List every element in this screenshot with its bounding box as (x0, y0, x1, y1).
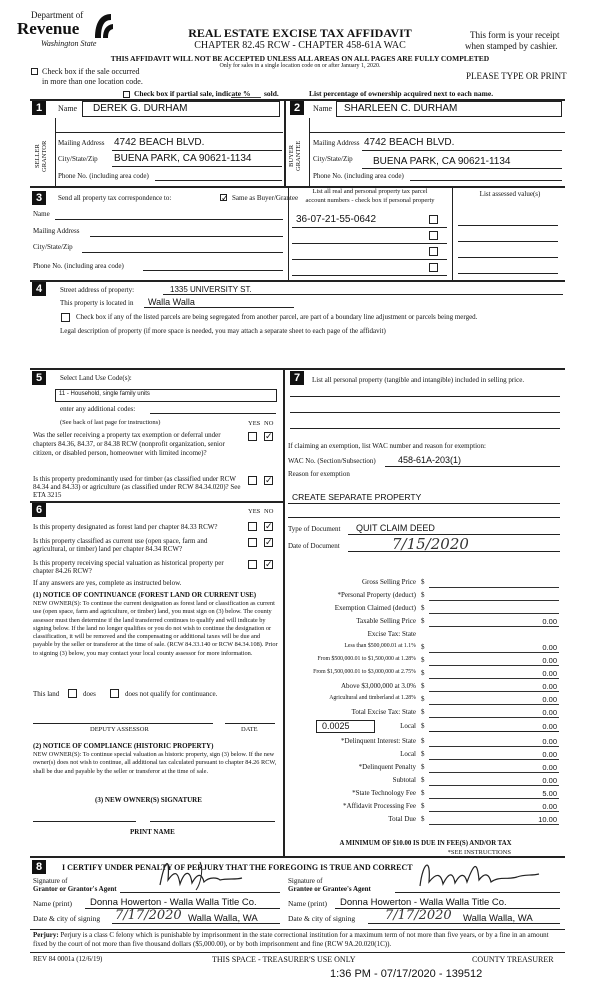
sec6-yes-header: YES (248, 508, 261, 515)
rule (429, 824, 559, 825)
sec5-q2-yes[interactable] (248, 476, 257, 485)
legal-label: Legal description of property (if more space is needed, you may attach a separate sheet to each page of the affidavit) (60, 327, 386, 335)
rule (288, 503, 560, 504)
notice2-body: NEW OWNER(S): To continue special valuation as historic property, sign (3) below. If the new owner(s) does not wish to continue, all additional tax calculated pursuant to chapter 84.26 RCW, shall be due and payable by the seller or transferor at the time of sale. (33, 751, 277, 775)
tax-row-label: Excise Tax: State (367, 630, 416, 638)
grantee-date-field[interactable]: 7/17/2020 (385, 908, 452, 923)
tax-row-label: Subtotal (392, 776, 416, 784)
parcel-4-personal-checkbox[interactable] (429, 263, 438, 272)
grantor-signature[interactable] (140, 850, 280, 895)
form-only-for: Only for sales in a single location code on or after January 1, 2020. (219, 63, 381, 69)
sec6-q2-yes[interactable] (248, 538, 257, 547)
rule (429, 704, 559, 705)
rule (225, 723, 275, 724)
tax-row (288, 680, 563, 692)
land-does-not-checkbox[interactable] (110, 689, 119, 698)
rule (283, 368, 285, 856)
buyer-city-label: City/State/Zip (313, 155, 353, 163)
tax-row (288, 654, 563, 666)
notice1-title: (1) NOTICE OF CONTINUANCE (FOREST LAND OR CURRENT USE) (33, 591, 257, 599)
treasurer-stamp: 1:36 PM - 07/17/2020 - 139512 (330, 968, 483, 980)
tax-row-sym: $ (421, 737, 425, 745)
partial-sale-label: Check box if partial sale, indicate % (134, 89, 251, 98)
wac-field[interactable]: 458-61A-203(1) (398, 455, 462, 465)
rule (288, 517, 560, 518)
rule (429, 759, 559, 760)
seller-mail-field[interactable]: 4742 BEACH BLVD. (114, 137, 205, 148)
section-7-number: 7 (290, 371, 304, 385)
land-use-select[interactable] (55, 389, 277, 402)
sec5-no-header: NO (264, 420, 274, 427)
grantee-sig-label-2: Grantee or Grantee's Agent (288, 885, 371, 893)
tax-row-label: Total Excise Tax: State (351, 708, 416, 716)
doc-type-field[interactable]: QUIT CLAIM DEED (356, 523, 435, 533)
corr-name-label: Name (33, 210, 50, 218)
tax-row-value[interactable]: 0.00 (542, 802, 557, 811)
section-8-number: 8 (32, 860, 46, 874)
corr-mail-label: Mailing Address (33, 227, 80, 235)
rule (82, 252, 283, 253)
county-treasurer: COUNTY TREASURER (472, 955, 554, 964)
multi-location-checkbox[interactable] (31, 68, 38, 75)
rule (429, 665, 559, 666)
seller-city-label: City/State/Zip (58, 155, 98, 163)
tax-row-value[interactable]: 0.00 (542, 669, 557, 678)
send-correspondence-label: Send all property tax correspondence to: (58, 194, 172, 202)
tax-row-sym: $ (421, 776, 425, 784)
corr-phone-label: Phone No. (including area code) (33, 262, 124, 270)
rule (290, 412, 560, 413)
parcel-header-2: account numbers - check box if personal property (305, 197, 435, 204)
sec5-q2-no[interactable]: ✓ (265, 476, 273, 486)
sec6-q2: Is this property classified as current use (open space, farm and agricultural, or timber) land per chapter 84.34 RCW? (33, 537, 208, 553)
parcel-number-1[interactable]: 36-07-21-55-0642 (296, 214, 377, 225)
section-1-number: 1 (32, 101, 46, 115)
buyer-phone-label: Phone No. (including area code) (313, 172, 404, 180)
seller-side-label: SELLER GRANTOR (34, 140, 48, 172)
same-as-buyer-label: Same as Buyer/Grantee (232, 194, 299, 202)
tax-row-value[interactable]: 0.00 (542, 643, 557, 652)
tax-row-sym: $ (421, 669, 425, 677)
rule (429, 587, 559, 588)
tax-row-sym: $ (421, 815, 425, 823)
multi-location-label-2: in more than one location code. (42, 77, 143, 86)
partial-sale-sold: sold. (264, 89, 279, 98)
sec6-q3-yes[interactable] (248, 560, 257, 569)
tax-row-label: From $500,000.01 to $1,500,000 at 1.28% (317, 656, 416, 662)
form-revision: REV 84 0001a (12/6/19) (33, 955, 103, 963)
rule (429, 613, 559, 614)
grantor-name-field[interactable]: Donna Howerton - Walla Walla Title Co. (90, 897, 257, 908)
rule (429, 811, 559, 812)
tax-row (288, 813, 563, 825)
tax-row-value[interactable]: 0.00 (542, 750, 557, 759)
tax-row-label: Taxable Selling Price (356, 617, 416, 625)
sec6-q2-no[interactable]: ✓ (265, 538, 273, 548)
tax-row-label: Gross Selling Price (361, 578, 416, 586)
rule (362, 168, 562, 169)
tax-row-value[interactable]: 10.00 (538, 815, 557, 824)
tax-row (288, 628, 563, 640)
tax-row-sym: $ (421, 695, 425, 703)
local-tax-label: Local (400, 722, 416, 730)
street-label: Street address of property: (60, 286, 135, 294)
rule (362, 150, 562, 151)
rule (150, 821, 275, 822)
rule (30, 952, 565, 953)
tax-row-value[interactable]: 0.00 (542, 708, 557, 717)
tax-row-sym: $ (421, 682, 425, 690)
tax-row (288, 641, 563, 653)
sec6-any-yes: If any answers are yes, complete as instructed below. (33, 579, 182, 587)
tax-row-label: Total Due (388, 815, 416, 823)
rule (429, 652, 559, 653)
rule (395, 892, 560, 893)
tax-row-value[interactable]: 0.00 (542, 776, 557, 785)
sec5-q2: Is this property predominantly used for timber (as classified under RCW 84.34 and 84.33) or agriculture (as classified under RCW 84.34.020)? See ETA 3215 (33, 475, 241, 499)
rule (429, 746, 559, 747)
notice1-body: NEW OWNER(S): To continue the current designation as forest land or classification as current use (open space, farm and agriculture, or timber) land, you must sign on (3) below. The county assessor must then determine if the land transferred continues to qualify and will indicate by signing below. If the land no longer qualifies or you do not wish to continue the designation or classification, it will be removed and the compensating or additional taxes will be due and payable by the seller or transferor at the time of sale. (RCW 84.33.140 or RCW 84.34.108). Prior to signing (3) below, you may contact your local county assessor for more information. (33, 600, 278, 657)
seller-phone-label: Phone No. (including area code) (58, 172, 149, 180)
form-chapter: CHAPTER 82.45 RCW - CHAPTER 458-61A WAC (194, 40, 406, 51)
seller-name-field[interactable]: DEREK G. DURHAM (93, 103, 188, 114)
seller-name-label: Name (58, 104, 78, 113)
rule (292, 275, 447, 276)
rule (112, 923, 280, 924)
tax-row-label: Agricultural and timberland at 1.28% (329, 695, 416, 701)
rule (33, 723, 213, 724)
corr-city-label: City/State/Zip (33, 243, 73, 251)
rule (429, 798, 559, 799)
sec6-q3-no[interactable]: ✓ (265, 560, 273, 570)
sec5-yes-header: YES (248, 420, 261, 427)
rule (55, 132, 283, 133)
this-land-label: This land (33, 690, 60, 698)
buyer-mail-label: Mailing Address (313, 139, 360, 147)
tax-row (288, 787, 563, 799)
rule (30, 280, 565, 282)
buyer-name-label: Name (313, 104, 333, 113)
rule (458, 241, 558, 242)
rule (290, 396, 560, 397)
rule (429, 772, 559, 773)
rule (284, 99, 286, 186)
rule (120, 892, 280, 893)
dor-logo (17, 10, 127, 54)
tax-row-sym: $ (421, 578, 425, 586)
sec6-q3: Is this property receiving special valuation as historical property per chapter 84.26 RCW? (33, 559, 224, 575)
parcel-1-personal-checkbox[interactable] (429, 215, 438, 224)
seller-city-field[interactable]: BUENA PARK, CA 90621-1134 (114, 153, 252, 164)
buyer-mail-field[interactable]: 4742 BEACH BLVD. (364, 137, 455, 148)
tax-row-label: Above $3,000,000 at 3.0% (340, 682, 416, 690)
rule (163, 294, 563, 295)
sec6-q1-no[interactable]: ✓ (265, 522, 273, 532)
seller-mail-label: Mailing Address (58, 139, 105, 147)
rule (112, 150, 282, 151)
tax-row (288, 693, 563, 705)
tax-row-value[interactable]: 0.00 (542, 737, 557, 746)
rule (429, 678, 559, 679)
same-as-buyer-checkbox[interactable]: ✓ (221, 194, 229, 204)
rule (292, 243, 447, 244)
partial-sale-checkbox[interactable] (123, 91, 130, 98)
rule (143, 270, 283, 271)
buyer-city-field[interactable]: BUENA PARK, CA 90621-1134 (373, 156, 511, 167)
tax-row-label: *State Technology Fee (352, 789, 416, 797)
tax-row (288, 800, 563, 812)
rule (290, 428, 560, 429)
section-6-number: 6 (32, 503, 46, 517)
tax-row-label: *Delinquent Interest: State (340, 737, 416, 745)
sec6-q1: Is this property designated as forest land per chapter 84.33 RCW? (33, 523, 218, 531)
rule (429, 717, 559, 718)
rule (348, 551, 560, 552)
tax-row-sym: $ (421, 643, 425, 651)
street-field[interactable]: 1335 UNIVERSITY ST. (170, 285, 252, 294)
grantor-sig-label-1: Signature of (33, 877, 68, 885)
rule (144, 307, 294, 308)
grantee-city-field[interactable]: Walla Walla, WA (463, 913, 533, 924)
tax-row-sym: $ (421, 656, 425, 664)
tax-row-value[interactable]: 0.00 (542, 763, 557, 772)
local-rate-box (316, 720, 375, 733)
section-2-number: 2 (290, 101, 304, 115)
grantor-date-label: Date & city of signing (33, 914, 101, 923)
rule (458, 257, 558, 258)
tax-row-sym: $ (421, 789, 425, 797)
rule (292, 259, 447, 260)
land-use-value: 11 - Household, single family units (59, 391, 150, 397)
partial-sale-percent-field[interactable] (231, 97, 261, 98)
located-field[interactable]: Walla Walla (148, 297, 195, 307)
rule (410, 180, 562, 181)
section-3-number: 3 (32, 191, 46, 205)
grantee-name-field[interactable]: Donna Howerton - Walla Walla Title Co. (340, 897, 507, 908)
sec6-q1-yes[interactable] (248, 522, 257, 531)
tax-row-label: Local (400, 750, 416, 758)
sec5-q1-yes[interactable] (248, 432, 257, 441)
land-does-label: does (83, 690, 96, 698)
land-does-not-label: does not qualify for continuance. (125, 690, 218, 698)
reason-label: Reason for exemption (288, 470, 350, 478)
tax-row (288, 667, 563, 679)
personal-property-label: List all personal property (tangible and intangible) included in selling price. (312, 376, 525, 384)
exemption-label: If claiming an exemption, list WAC number and reason for exemption: (288, 442, 486, 450)
tax-row-label: *Delinquent Penalty (358, 763, 416, 771)
minimum-due-note: A MINIMUM OF $10.00 IS DUE IN FEE(S) AND/OR TAX (339, 840, 512, 847)
tax-row-label: From $1,500,000.01 to $3,000,000 at 2.75% (313, 669, 416, 675)
grantor-name-label: Name (print) (33, 899, 72, 908)
rule (429, 785, 559, 786)
tax-row-sym: $ (421, 802, 425, 810)
buyer-side-label: BUYER GRANTEE (288, 140, 302, 172)
rule (155, 180, 282, 181)
tax-row-sym: $ (421, 617, 425, 625)
grantee-signature[interactable] (405, 850, 555, 895)
rule (458, 273, 558, 274)
rule (112, 166, 282, 167)
buyer-name-field[interactable]: SHARLEEN C. DURHAM (344, 103, 458, 114)
parcel-header-1: List all real and personal property tax parcel (312, 188, 428, 195)
perjury-text: Perjury is a class C felony which is punishable by imprisonment in the state correctional institution for a maximum term of not more than five years, or by a fine in an amount fixed by the court of not more than five thousand dollars ($5,000.00), or by both imprisonment and fine (RCW 9A.20.020(1C)). (33, 931, 549, 948)
rule (452, 186, 453, 280)
segregated-checkbox[interactable] (61, 313, 70, 322)
tax-row (288, 576, 563, 588)
new-owner-signature-label: (3) NEW OWNER(S) SIGNATURE (95, 796, 202, 804)
percentage-note: List percentage of ownership acquired next to each name. (309, 89, 494, 98)
sec5-q1: Was the seller receiving a property tax exemption or deferral under chapters 84.36, 84.37, or 84.38 RCW (nonprofit organization, senior citizen, or disabled person, homeowner with limited income)? (33, 431, 225, 457)
perjury-title: Perjury: (33, 931, 59, 939)
rule (33, 821, 136, 822)
treasurer-use-only: THIS SPACE - TREASURER'S USE ONLY (212, 955, 356, 964)
rule (368, 923, 560, 924)
tax-row-sym: $ (421, 750, 425, 758)
tax-row (288, 615, 563, 627)
tax-row-value[interactable]: 0.00 (542, 617, 557, 626)
rule (429, 626, 559, 627)
form-title: REAL ESTATE EXCISE TAX AFFIDAVIT (188, 26, 412, 40)
located-label: This property is located in (60, 299, 134, 307)
grantee-sig-label-1: Signature of (288, 877, 323, 885)
tax-row (288, 602, 563, 614)
rule (385, 466, 560, 467)
segregated-label: Check box if any of the listed parcels are being segregated from another parcel, are part of a boundary line adjustment or parcels being merged. (76, 313, 478, 321)
wa-logo-icon (91, 12, 115, 40)
additional-codes-label: enter any additional codes: (60, 405, 136, 413)
land-does-checkbox[interactable] (68, 689, 77, 698)
rule (429, 731, 559, 732)
logo-line-state: Washington State (41, 39, 97, 48)
receipt-note-1: This form is your receipt (470, 30, 560, 40)
tax-table (288, 576, 563, 868)
tax-row (288, 761, 563, 773)
certify-statement: I CERTIFY UNDER PENALTY OF PERJURY THAT THE FOREGOING IS TRUE AND CORRECT (62, 863, 413, 872)
rule (55, 118, 56, 188)
tax-row (288, 774, 563, 786)
local-rate-value: 0.0025 (322, 721, 350, 731)
reason-field[interactable]: CREATE SEPARATE PROPERTY (292, 492, 422, 502)
grantor-city-field[interactable]: Walla Walla, WA (188, 913, 258, 924)
type-or-print: PLEASE TYPE OR PRINT (466, 71, 567, 81)
tax-row-value[interactable]: 0.00 (542, 695, 557, 704)
tax-row-label: *Personal Property (deduct) (337, 591, 416, 599)
notice2-title: (2) NOTICE OF COMPLIANCE (HISTORIC PROPERTY) (33, 742, 214, 750)
local-tax-sym: $ (421, 722, 425, 730)
rule (30, 929, 565, 930)
tax-row-value[interactable]: 0.00 (542, 656, 557, 665)
doc-date-label: Date of Document (288, 542, 340, 550)
logo-line-revenue: Revenue (17, 19, 80, 38)
tax-row-sym: $ (421, 591, 425, 599)
tax-row-sym: $ (421, 708, 425, 716)
grantee-date-label: Date & city of signing (288, 914, 356, 923)
rule (292, 227, 447, 228)
rule (309, 118, 310, 188)
see-back-label: (See back of last page for instructions) (60, 419, 161, 426)
grantor-date-field[interactable]: 7/17/2020 (115, 908, 182, 923)
assessed-header: List assessed value(s) (479, 190, 541, 198)
tax-row (288, 748, 563, 760)
doc-date-field[interactable]: 7/15/2020 (392, 535, 469, 553)
section-4-number: 4 (32, 282, 46, 296)
see-instructions-note: *SEE INSTRUCTIONS (447, 849, 511, 856)
perjury-note (33, 931, 563, 949)
deputy-assessor-label: DEPUTY ASSESSOR (90, 726, 149, 733)
tax-row-sym: $ (421, 763, 425, 771)
rule (150, 413, 276, 414)
rule (288, 186, 289, 280)
sec5-q1-no[interactable]: ✓ (265, 432, 273, 442)
section-5-number: 5 (32, 371, 46, 385)
print-name-label: PRINT NAME (130, 828, 175, 836)
tax-row-label: Exemption Claimed (deduct) (334, 604, 416, 612)
tax-row-value[interactable]: 0.00 (542, 682, 557, 691)
rule (429, 691, 559, 692)
deputy-date-label: DATE (241, 726, 258, 733)
sec6-no-header: NO (264, 508, 274, 515)
rule (30, 368, 565, 370)
tax-row (288, 589, 563, 601)
multi-location-label-1: Check box if the sale occurred (42, 67, 140, 76)
tax-row-label: Less than $500,000.01 at 1.1% (344, 643, 416, 649)
tax-row-label: *Affidavit Processing Fee (343, 802, 416, 810)
wac-label: WAC No. (Section/Subsection) (288, 457, 376, 465)
parcel-3-personal-checkbox[interactable] (429, 247, 438, 256)
rule (429, 600, 559, 601)
tax-row (288, 706, 563, 718)
tax-row (288, 735, 563, 747)
logo-line-department: Department of (31, 10, 84, 20)
doc-type-label: Type of Document (288, 525, 341, 533)
rule (90, 236, 283, 237)
rule (55, 219, 283, 220)
local-tax-value[interactable]: 0.00 (542, 722, 557, 731)
rule (458, 225, 558, 226)
rule (30, 501, 283, 503)
tax-row-value[interactable]: 5.00 (542, 789, 557, 798)
form-warning: THIS AFFIDAVIT WILL NOT BE ACCEPTED UNLESS ALL AREAS ON ALL PAGES ARE FULLY COMPLETED (110, 54, 490, 63)
rule (309, 132, 565, 133)
grantor-sig-label-2: Grantor or Grantor's Agent (33, 885, 117, 893)
land-use-label: Select Land Use Code(s): (60, 374, 132, 382)
grantee-name-label: Name (print) (288, 899, 327, 908)
tax-row-sym: $ (421, 604, 425, 612)
receipt-note-2: when stamped by cashier. (465, 41, 558, 51)
parcel-2-personal-checkbox[interactable] (429, 231, 438, 240)
